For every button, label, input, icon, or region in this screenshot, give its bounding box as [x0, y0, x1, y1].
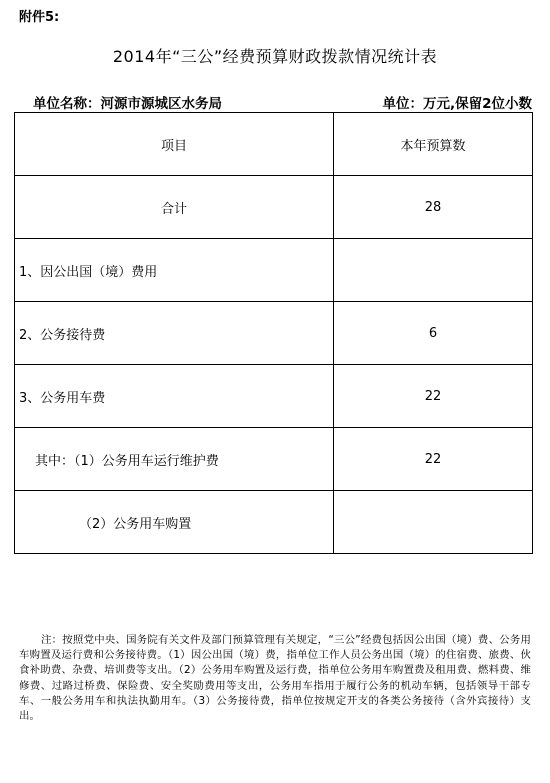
- header-budget: 本年预算数: [334, 113, 533, 176]
- unit-name: 单位名称：河源市源城区水务局: [33, 96, 222, 112]
- row-item: 合计: [15, 176, 334, 239]
- page-title: 2014年“三公”经费预算财政拨款情况统计表: [112, 47, 438, 66]
- footnote: [19, 633, 531, 724]
- budget-table: [14, 112, 533, 554]
- row-item: 3、公务用车费: [15, 365, 334, 428]
- table-header-row: [15, 113, 533, 176]
- table-row: [15, 239, 533, 302]
- row-budget: 22: [334, 428, 533, 491]
- table-row: [15, 428, 533, 491]
- row-budget: [334, 239, 533, 302]
- table-row: [15, 365, 533, 428]
- row-budget: 22: [334, 365, 533, 428]
- table-row: [15, 491, 533, 554]
- row-item: 其中：（1）公务用车运行维护费: [15, 428, 334, 491]
- row-item: 2、公务接待费: [15, 302, 334, 365]
- row-budget: [334, 491, 533, 554]
- row-budget: 6: [334, 302, 533, 365]
- footnote-text: 注：按照党中央、国务院有关文件及部门预算管理有关规定，“三公”经费包括因公出国（境）费、公务用车购置及运行费和公务接待费。（1）因公出国（境）费，指单位工作人员公务出国（境）的住宿费、旅费、伙食补助费、杂费、培训费等支出。（2）公务用车购置及运行费，指单位公务用车购置费及租用费、燃料费、维修费、过路过桥费、保险费、安全奖励费用等支出，公务用车指用于履行公务的机动车辆，包括领导干部专车、一般公务用车和执法执勤用车。（3）公务接待费，指单位按规定开支的各类公务接待（含外宾接待）支出。: [19, 634, 531, 723]
- row-item: 1、因公出国（境）费用: [15, 239, 334, 302]
- header-item: 项目: [15, 113, 334, 176]
- table-row: [15, 302, 533, 365]
- row-budget: 28: [334, 176, 533, 239]
- row-item: （2）公务用车购置: [15, 491, 334, 554]
- table-row: [15, 176, 533, 239]
- unit-measure: 单位：万元,保留2位小数: [382, 96, 532, 112]
- attachment-label: 附件5:: [19, 10, 60, 25]
